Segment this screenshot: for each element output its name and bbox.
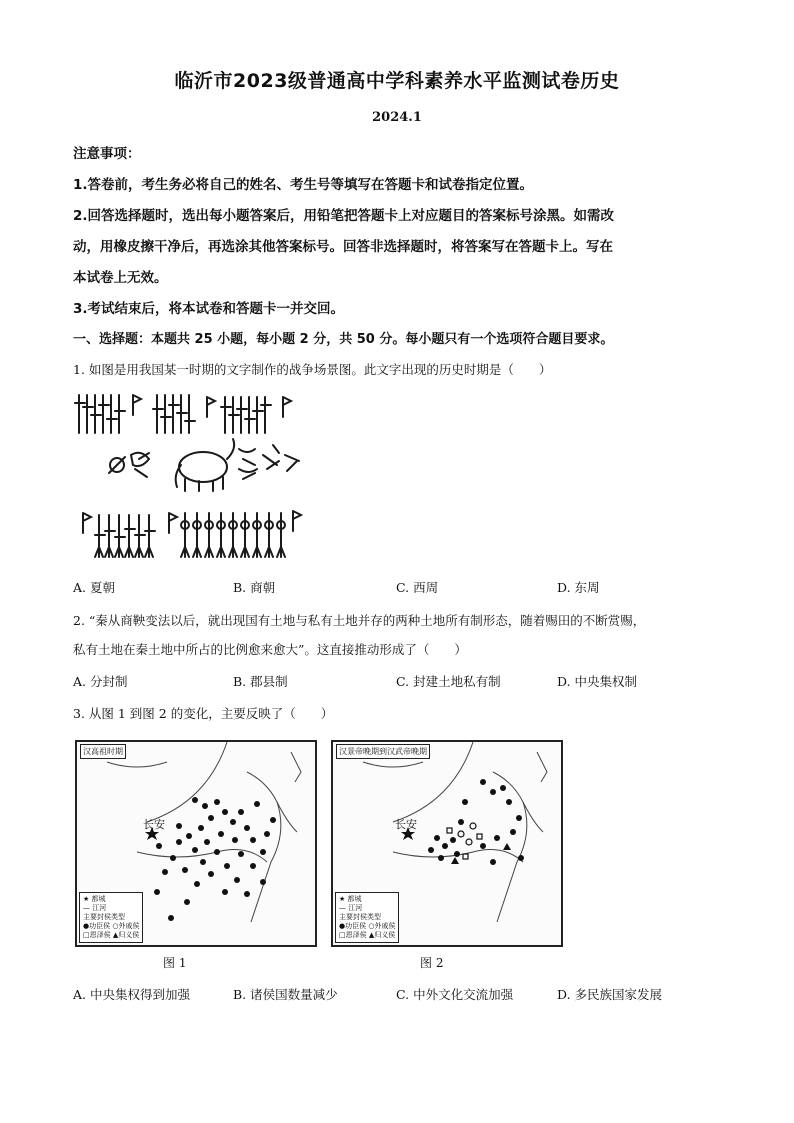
q1-option-d[interactable]: D. 东周 <box>557 580 600 595</box>
note-2a: 2.回答选择题时，选出每小题答案后，用铅笔把答题卡上对应题目的答案标号涂黑。如需改 <box>73 208 615 224</box>
map1-city-changan: 长安 <box>143 818 165 831</box>
q3-option-c[interactable]: C. 中外文化交流加强 <box>396 987 514 1002</box>
map1-period-label: 汉高祖时期 <box>80 744 126 759</box>
q3-option-a[interactable]: A. 中央集权得到加强 <box>73 987 190 1002</box>
page-title: 临沂市2023级普通高中学科素养水平监测试卷历史 <box>174 70 620 92</box>
map1-legend-capital: ★ 都城 <box>83 895 106 903</box>
section-heading: 一、选择题：本题共 25 小题，每小题 2 分，共 50 分。每小题只有一个选项符合题目要求。 <box>73 332 614 347</box>
notes-heading: 注意事项： <box>73 146 141 162</box>
map1-legend-row1: ●功臣侯 ○外戚侯 <box>83 922 140 930</box>
question-2-stem-line1: 2. “秦从商鞅变法以后，就出现国有土地与私有土地并存的两种土地所有制形态，随着赐田的不断赏赐， <box>73 613 646 628</box>
map1-legend <box>79 892 143 943</box>
map2-legend <box>335 892 399 943</box>
map2-legend-row1: ●功臣侯 ○外戚侯 <box>339 922 396 930</box>
q2-option-a[interactable]: A. 分封制 <box>73 674 128 689</box>
q3-option-b[interactable]: B. 诸侯国数量减少 <box>233 987 338 1002</box>
q2-option-b[interactable]: B. 郡县制 <box>233 674 288 689</box>
map2-caption: 图 2 <box>420 956 444 970</box>
map1-legend-row2: □恩泽侯 ▲归义侯 <box>83 931 140 939</box>
question-2-stem-line2: 私有土地在秦土地中所占的比例愈来愈大”。这直接推动形成了（ ） <box>73 642 467 657</box>
map2-legend-river: — 江河 <box>339 904 363 912</box>
q1-option-a[interactable]: A. 夏朝 <box>73 580 115 595</box>
map2-city-changan: 长安 <box>395 818 417 831</box>
map-figure-1 <box>75 740 317 947</box>
q1-option-b[interactable]: B. 商朝 <box>233 580 276 595</box>
exam-date: 2024.1 <box>372 110 422 125</box>
question-3-stem: 3. 从图 1 到图 2 的变化，主要反映了（ ） <box>73 706 334 721</box>
note-3: 3.考试结束后，将本试卷和答题卡一并交回。 <box>73 301 345 317</box>
map2-legend-title: 主要封侯类型 <box>339 913 381 921</box>
note-2b: 动，用橡皮擦干净后，再选涂其他答案标号。回答非选择题时，将答案写在答题卡上。写在 <box>73 239 613 255</box>
oracle-bone-war-scene-image <box>73 385 308 570</box>
q2-option-d[interactable]: D. 中央集权制 <box>557 674 638 689</box>
question-1-stem: 1. 如图是用我国某一时期的文字制作的战争场景图。此文字出现的历史时期是（ ） <box>73 362 552 377</box>
map2-legend-capital: ★ 都城 <box>339 895 362 903</box>
map1-legend-river: — 江河 <box>83 904 107 912</box>
map2-legend-row2: □恩泽侯 ▲归义侯 <box>339 931 396 939</box>
note-2c: 本试卷上无效。 <box>73 270 168 286</box>
q1-option-c[interactable]: C. 西周 <box>396 580 439 595</box>
q3-option-d[interactable]: D. 多民族国家发展 <box>557 987 663 1002</box>
map2-period-label: 汉景帝晚期到汉武帝晚期 <box>336 744 430 759</box>
map-figure-2 <box>331 740 563 947</box>
map1-legend-title: 主要封侯类型 <box>83 913 125 921</box>
map1-caption: 图 1 <box>163 956 187 970</box>
q2-option-c[interactable]: C. 封建土地私有制 <box>396 674 501 689</box>
note-1: 1.答卷前，考生务必将自己的姓名、考生号等填写在答题卡和试卷指定位置。 <box>73 177 534 193</box>
